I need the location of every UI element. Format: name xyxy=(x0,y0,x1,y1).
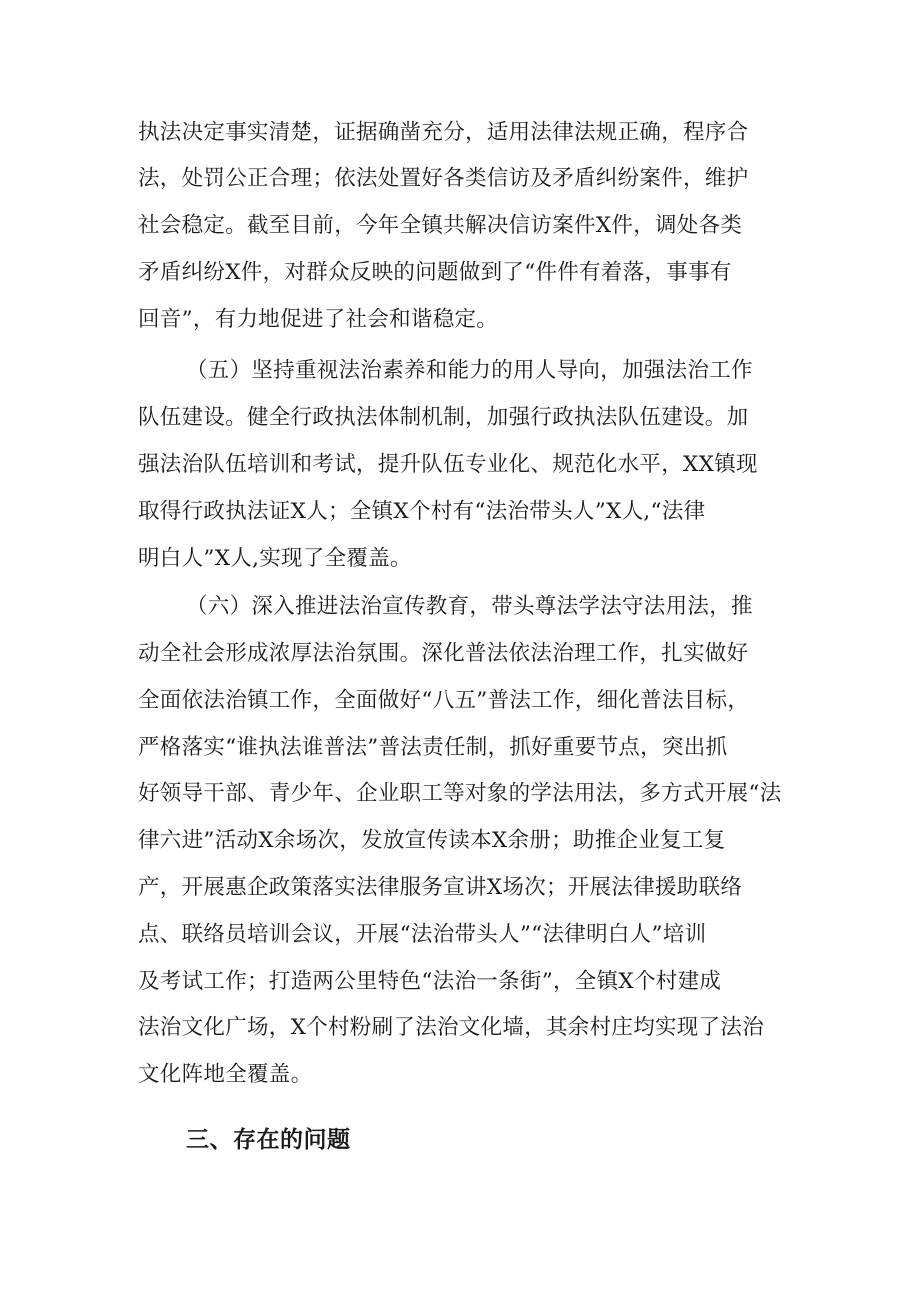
paragraph-line: 全面依法治镇工作，全面做好“八五”普法工作，细化普法目标， xyxy=(138,688,750,713)
paragraph-line: 严格落实“谁执法谁普法”普法责任制，抓好重要节点，突出抓 xyxy=(138,735,728,760)
paragraph-line: 点、联络员培训会议，开展“法治带头人”“法律明白人”培训 xyxy=(138,922,707,947)
paragraph-line: 强法治队伍培训和考试，提升队伍专业化、规范化水平，XX镇现 xyxy=(138,452,758,477)
paragraph-line: 社会稳定。截至目前，今年全镇共解决信访案件X件，调处各类 xyxy=(138,213,743,238)
paragraph-line: 好领导干部、青少年、企业职工等对象的学法用法，多方式开展“法 xyxy=(138,781,782,806)
paragraph-line: 及考试工作；打造两公里特色“法治一条街”，全镇X个村建成 xyxy=(138,969,722,994)
paragraph-line: 回音”，有力地促进了社会和谐稳定。 xyxy=(138,307,499,332)
paragraph-line: 法，处罚公正合理；依法处置好各类信访及矛盾纠纷案件，维护 xyxy=(138,166,749,191)
paragraph-line: 取得行政执法证X人；全镇X个村有“法治带头人”X人,“法律 xyxy=(138,499,706,524)
paragraph-line: 矛盾纠纷X件，对群众反映的问题做到了“件件有着落，事事有 xyxy=(138,260,732,285)
paragraph-line: 文化阵地全覆盖。 xyxy=(138,1062,313,1087)
paragraph-line: 法治文化广场，X个村粉刷了法治文化墙，其余村庄均实现了法治 xyxy=(138,1015,765,1040)
paragraph-line: 产，开展惠企政策落实法律服务宣讲X场次；开展法律援助联络 xyxy=(138,875,743,900)
paragraph-line: 队伍建设。健全行政执法体制机制，加强行政执法队伍建设。加 xyxy=(138,405,749,430)
paragraph-line: （五）坚持重视法治素养和能力的用人导向，加强法治工作 xyxy=(186,358,753,383)
paragraph-line: 执法决定事实清楚，证据确凿充分，适用法律法规正确，程序合 xyxy=(138,120,749,145)
section-heading: 三、存在的问题 xyxy=(186,1127,351,1153)
paragraph-line: （六）深入推进法治宣传教育，带头尊法学法守法用法，推 xyxy=(186,594,753,619)
paragraph-line: 律六进”活动X余场次，发放宣传读本X余册；助推企业复工复 xyxy=(138,828,726,853)
paragraph-line: 明白人”X人,实现了全覆盖。 xyxy=(138,546,412,571)
paragraph-line: 动全社会形成浓厚法治氛围。深化普法依法治理工作，扎实做好 xyxy=(138,641,749,666)
